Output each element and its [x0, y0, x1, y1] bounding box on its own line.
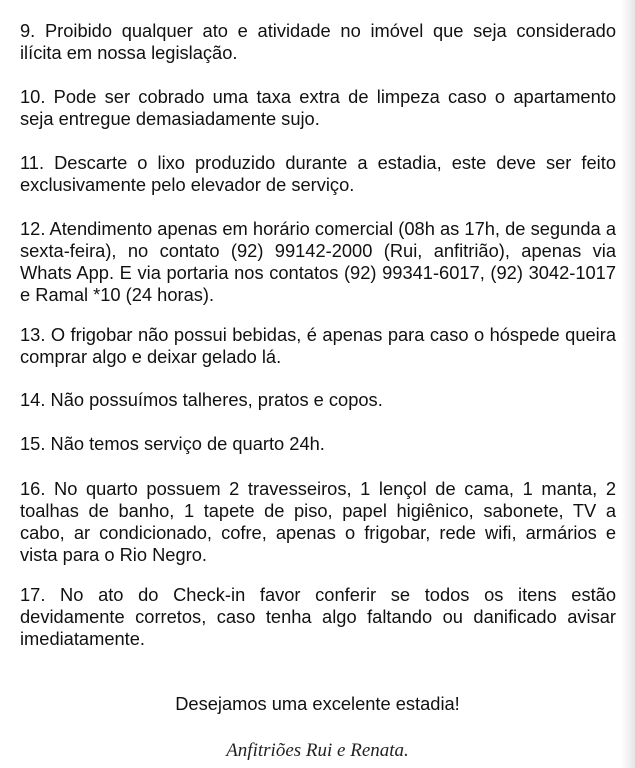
page-edge-shadow — [621, 0, 635, 768]
rule-9: 9. Proibido qualquer ato e atividade no imóvel que seja considerado ilícita em nossa legislação. — [20, 20, 616, 63]
rule-17: 17. No ato do Check-in favor conferir se todos os itens estão devidamente corretos, caso tenha algo faltando ou danificado avisar imediatamente. — [20, 584, 616, 649]
host-signature: Anfitriões Rui e Renata. — [226, 740, 409, 761]
rule-11: 11. Descarte o lixo produzido durante a estadia, este deve ser feito exclusivamente pelo elevador de serviço. — [20, 152, 616, 195]
rule-16: 16. No quarto possuem 2 travesseiros, 1 lençol de cama, 1 manta, 2 toalhas de banho, 1 tapete de piso, papel higiênico, sabonete, TV a cabo, ar condicionado, cofre, apenas o frigobar, rede wifi, armários e vista para o Rio Negro. — [20, 478, 616, 565]
rule-10: 10. Pode ser cobrado uma taxa extra de limpeza caso o apartamento seja entregue demasiadamente sujo. — [20, 86, 616, 129]
rule-14: 14. Não possuímos talheres, pratos e copos. — [20, 389, 383, 410]
closing-message: Desejamos uma excelente estadia! — [175, 693, 460, 714]
rule-13: 13. O frigobar não possui bebidas, é apenas para caso o hóspede queira comprar algo e deixar gelado lá. — [20, 324, 616, 367]
rule-15: 15. Não temos serviço de quarto 24h. — [20, 433, 325, 454]
rule-12: 12. Atendimento apenas em horário comercial (08h as 17h, de segunda a sexta-feira), no contato (92) 99142-2000 (Rui, anfitrião), apenas via Whats App. E via portaria nos contatos (92) 99341-6017, (92) 3042-1017 e Ramal *10 (24 horas). — [20, 218, 616, 305]
